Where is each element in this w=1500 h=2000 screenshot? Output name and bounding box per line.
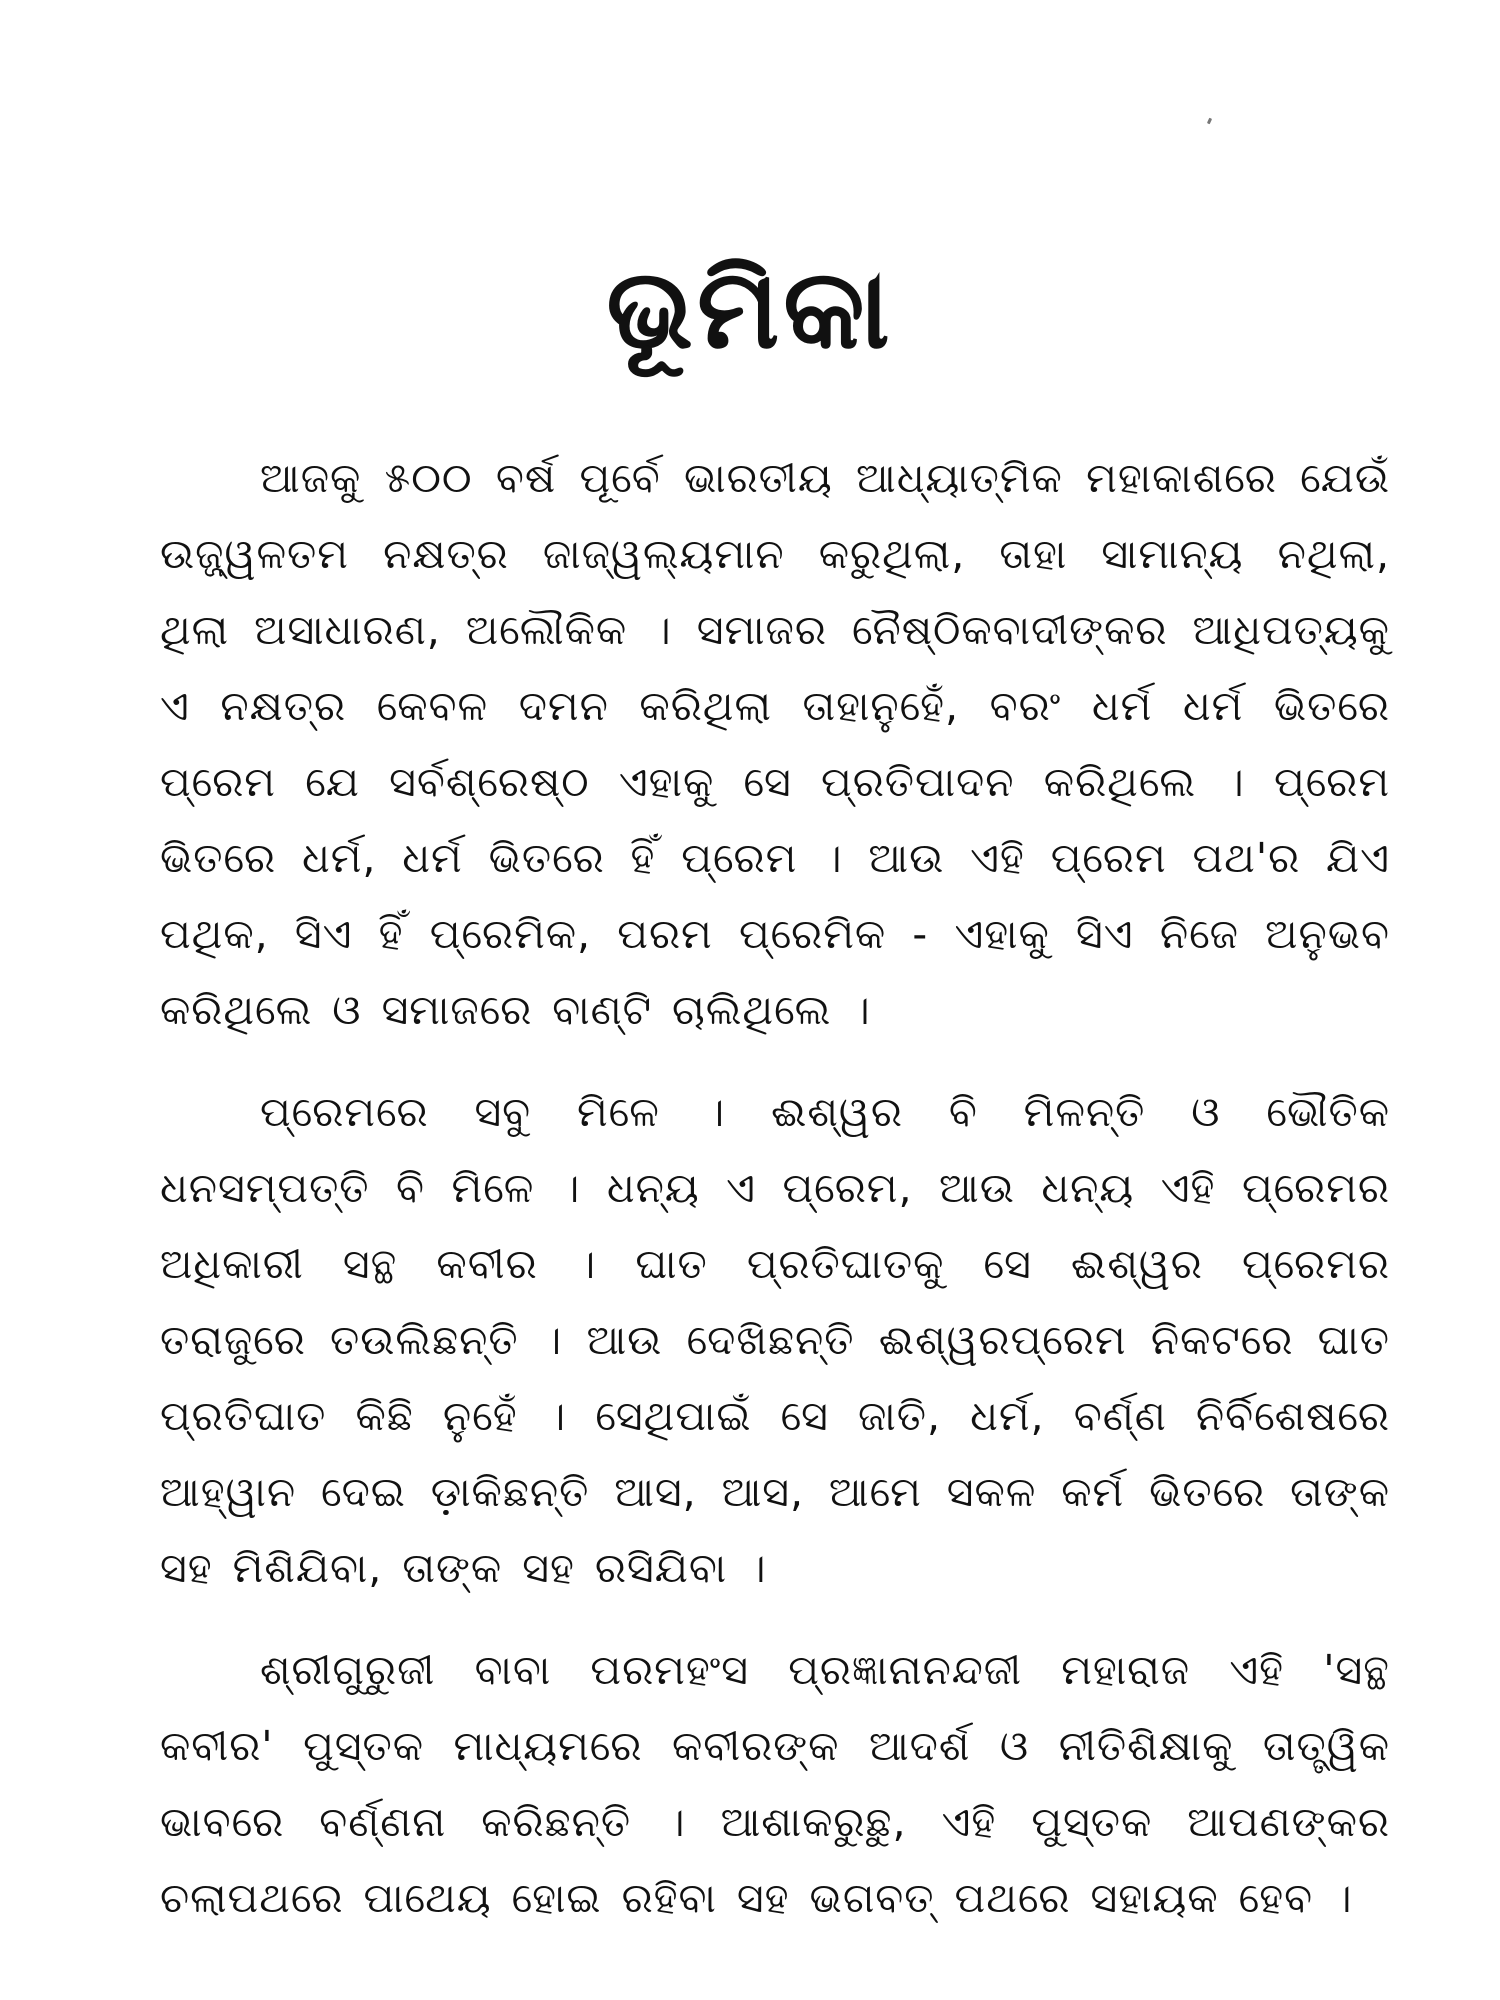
page-title: ଭୂମିକା xyxy=(606,244,894,373)
body-text xyxy=(160,440,1390,1962)
scan-speck xyxy=(1207,118,1212,125)
paragraph-2: ପ୍ରେମରେ ସବୁ ମିଳେ । ଈଶ୍ୱର ବି ମିଳନ୍ତି ଓ ଭୌତିକ ଧନସମ୍ପତ୍ତି ବି ମିଳେ । ଧନ୍ୟ ଏ ପ୍ରେମ, ଆଉ ଧନ୍ୟ ଏହି ପ୍ରେମର ଅଧିକାରୀ ସନ୍ଥ କବୀର । ଘାତ ପ୍ରତିଘାତକୁ ସେ ଈଶ୍ୱର ପ୍ରେମର ତରାଜୁରେ ତଉଲିଛନ୍ତି । ଆଉ ଦେଖିଛନ୍ତି ଈଶ୍ୱରପ୍ରେମ ନିକଟରେ ଘାତ ପ୍ରତିଘାତ କିଛି ନୁହେଁ । ସେଥିପାଇଁ ସେ ଜାତି, ଧର୍ମ, ବର୍ଣ୍ଣ ନିର୍ବିଶେଷରେ ଆହ୍ୱାନ ଦେଇ ଡ଼ାକିଛନ୍ତି ଆସ, ଆସ, ଆମେ ସକଳ କର୍ମ ଭିତରେ ତାଙ୍କ ସହ ମିଶିଯିବା, ତାଙ୍କ ସହ ରସିଯିବା । xyxy=(160,1088,1390,1592)
paragraph-3: ଶ୍ରୀଗୁରୁଜୀ ବାବା ପରମହଂସ ପ୍ରଜ୍ଞାନାନନ୍ଦଜୀ ମହାରାଜ ଏହି 'ସନ୍ଥ କବୀର' ପୁସ୍ତକ ମାଧ୍ୟମରେ କବୀରଙ୍କ ଆଦର୍ଶ ଓ ନୀତିଶିକ୍ଷାକୁ ତାତ୍ତ୍ୱିକ ଭାବରେ ବର୍ଣ୍ଣନା କରିଛନ୍ତି । ଆଶାକରୁଛୁ, ଏହି ପୁସ୍ତକ ଆପଣଙ୍କର ଚଲାପଥରେ ପାଥେୟ ହୋଇ ରହିବା ସହ ଭଗବତ୍ ପଥରେ ସହାୟକ ହେବ । xyxy=(160,1646,1390,1922)
paragraph-1: ଆଜକୁ ୫୦୦ ବର୍ଷ ପୂର୍ବେ ଭାରତୀୟ ଆଧ୍ୟାତ୍ମିକ ମହାକାଶରେ ଯେଉଁ ଉଜ୍ଜ୍ୱଳତମ ନକ୍ଷତ୍ର ଜାଜ୍ୱଲ୍ୟମାନ କରୁଥିଲା, ତାହା ସାମାନ୍ୟ ନଥିଲା, ଥିଲା ଅସାଧାରଣ, ଅଲୌକିକ । ସମାଜର ନୈଷ୍ଠିକବାଦୀଙ୍କର ଆଧିପତ୍ୟକୁ ଏ ନକ୍ଷତ୍ର କେବଳ ଦମନ କରିଥିଲା ତାହାନୁହେଁ, ବରଂ ଧର୍ମ ଧର୍ମ ଭିତରେ ପ୍ରେମ ଯେ ସର୍ବଶ୍ରେଷ୍ଠ ଏହାକୁ ସେ ପ୍ରତିପାଦନ କରିଥିଲେ । ପ୍ରେମ ଭିତରେ ଧର୍ମ, ଧର୍ମ ଭିତରେ ହିଁ ପ୍ରେମ । ଆଉ ଏହି ପ୍ରେମ ପଥ'ର ଯିଏ ପଥିକ, ସିଏ ହିଁ ପ୍ରେମିକ, ପରମ ପ୍ରେମିକ - ଏହାକୁ ସିଏ ନିଜେ ଅନୁଭବ କରିଥିଲେ ଓ ସମାଜରେ ବାଣ୍ଟି ଚାଲିଥିଲେ । xyxy=(160,454,1390,1034)
